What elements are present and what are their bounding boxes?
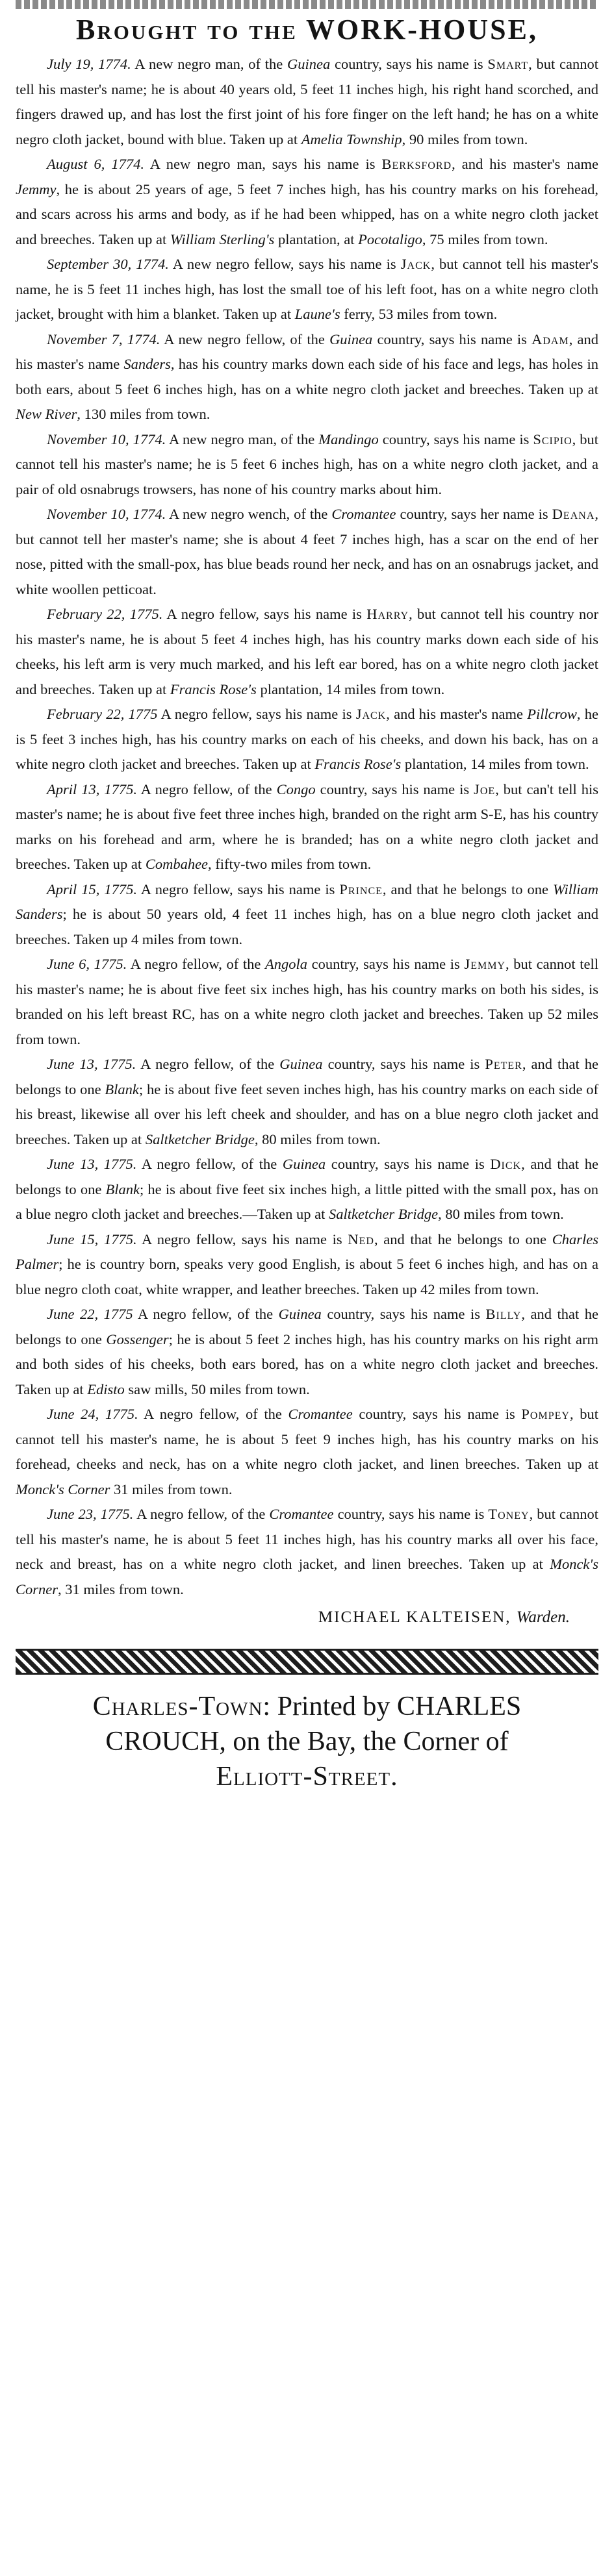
person-name: Harry: [366, 606, 409, 622]
notice-date: November 10, 1774.: [47, 431, 166, 447]
notice-date: July 19, 1774.: [47, 56, 131, 72]
notice-10: April 15, 1775. A negro fellow, says his name is Prince, and that he belongs to one William Sanders; he is about 50 years old, 4 feet 11 inches high, has on a blue negro cloth jacket and breeches. Taken up 4 miles from town.: [16, 881, 598, 947]
notice-4: November 7, 1774. A new negro fellow, of the Guinea country, says his name is Adam, and his master's name Sanders, has his country marks down each side of his face and legs, has holes in both ears, about 5 feet 6 inches high, has on a white negro cloth jacket and breeches. Taken up at New River, 130 miles from town.: [16, 331, 598, 422]
notice-6: November 10, 1774. A new negro wench, of the Cromantee country, says her name is Deana, but cannot tell her master's name; she is about 4 feet 7 inches high, has a scar on the end of her nose, pitted with the small-pox, has blue beads round her neck, and has on an osnabrugs jacket, and white woollen petticoat.: [16, 506, 598, 597]
notice-date: September 30, 1774.: [47, 256, 169, 272]
notice-11: June 6, 1775. A negro fellow, of the Angola country, says his name is Jemmy, but cannot tell his master's name; he is about five feet six inches high, has his country marks on both his sides, is branded on his left breast RC, has on a white negro cloth jacket and breeches. Taken up 52 miles from town.: [16, 956, 598, 1047]
person-name: Jemmy: [464, 956, 505, 972]
notice-8: February 22, 1775 A negro fellow, says his name is Jack, and his master's name Pillcrow, he is 5 feet 3 inches high, has his country marks on each of his cheeks, and down his back, has on a white negro cloth jacket and breeches. Taken up at Francis Rose's plantation, 14 miles from town.: [16, 706, 598, 772]
notice-17: June 23, 1775. A negro fellow, of the Cromantee country, says his name is Toney, but cannot tell his master's name, he is about 5 feet 11 inches high, has his country marks all over his face, neck and breast, has on a white negro cloth jacket, and linen breeches. Taken up at Monck's Corner, 31 miles from town.: [16, 1506, 598, 1597]
warden-signature: [16, 1605, 570, 1631]
notice-14: June 15, 1775. A negro fellow, says his name is Ned, and that he belongs to one Charles Palmer; he is country born, speaks very good English, is about 5 feet 6 inches high, and has on a blue negro cloth coat, white wrapper, and leather breeches. Taken up 42 miles from town.: [16, 1231, 598, 1297]
notice-date: June 23, 1775.: [47, 1506, 134, 1522]
notice-date: April 15, 1775.: [47, 881, 138, 897]
notice-15: June 22, 1775 A negro fellow, of the Guinea country, says his name is Billy, and that he belongs to one Gossenger; he is about 5 feet 2 inches high, has his country marks on his right arm and both sides of his cheeks, both ears bored, has on a white negro cloth jacket and breeches. Taken up at Edisto saw mills, 50 miles from town.: [16, 1306, 598, 1397]
person-name: Jack: [400, 256, 431, 272]
imprint-line-1: Charles-Town: Printed by CHARLES: [92, 1692, 522, 1721]
person-name: Smart: [487, 56, 529, 72]
notice-13: June 13, 1775. A negro fellow, of the Guinea country, says his name is Dick, and that he belongs to one Blank; he is about five feet six inches high, a little pitted with the small pox, has on a blue negro cloth jacket and breeches.—Taken up at Saltketcher Bridge, 80 miles from town.: [16, 1156, 598, 1222]
person-name: Jack: [355, 706, 387, 722]
person-name: Pompey: [521, 1406, 570, 1422]
notice-3: September 30, 1774. A new negro fellow, says his name is Jack, but cannot tell his master's name, he is 5 feet 11 inches high, has lost the small toe of his left foot, has on a white negro cloth jacket, brought with him a blanket. Taken up at Laune's ferry, 53 miles from town.: [16, 256, 598, 322]
notice-date: February 22, 1775.: [47, 606, 163, 622]
person-name: Adam: [531, 331, 569, 347]
person-name: Prince: [339, 881, 383, 897]
notice-date: November 7, 1774.: [47, 331, 160, 347]
notice-date: June 6, 1775.: [47, 956, 127, 972]
person-name: Joe: [474, 781, 496, 797]
page-title: Brought to the WORK-HOUSE,: [76, 14, 538, 45]
notice-2: August 6, 1774. A new negro man, says his name is Berksford, and his master's name Jemmy, he is about 25 years of age, 5 feet 7 inches high, has his country marks on his forehead, and scars across his arms and body, as if he had been whipped, has on a white negro cloth jacket and breeches. Taken up at William Sterling's plantation, at Pocotaligo, 75 miles from town.: [16, 156, 598, 247]
person-name: Billy: [485, 1306, 522, 1322]
notice-7: February 22, 1775. A negro fellow, says his name is Harry, but cannot tell his country nor his master's name, he is about 5 feet 4 inches high, has his country marks down each side of his cheeks, his left arm is very much marked, and his left ear bored, has on a white negro cloth jacket and breeches. Taken up at Francis Rose's plantation, 14 miles from town.: [16, 606, 598, 697]
notice-date: April 13, 1775.: [47, 781, 137, 797]
notice-date: June 13, 1775.: [47, 1056, 136, 1072]
person-name: Toney: [488, 1506, 530, 1522]
imprint-line-3: Elliott-Street.: [216, 1762, 398, 1792]
person-name: Peter: [485, 1056, 522, 1072]
notice-date: June 22, 1775: [47, 1306, 133, 1322]
imprint-line-2: CROUCH, on the Bay, the Corner of: [105, 1727, 509, 1757]
notice-5: November 10, 1774. A new negro man, of the Mandingo country, says his name is Scipio, but cannot tell his master's name; he is 5 feet 6 inches high, has on a white negro cloth jacket, and a pair of old osnabrugs trowsers, has none of his country marks about him.: [16, 431, 598, 497]
person-name: Deana: [552, 506, 595, 522]
person-name: Ned: [348, 1231, 374, 1247]
notice-date: November 10, 1774.: [47, 506, 166, 522]
notice-date: February 22, 1775: [47, 706, 158, 722]
person-name: Scipio: [533, 431, 572, 447]
notice-1: July 19, 1774. A new negro man, of the Guinea country, says his name is Smart, but cannot tell his master's name; he is about 40 years old, 5 feet 11 inches high, his right hand scorched, and fingers drawed up, and has lost the first joint of his fore finger on the left hand; he has on a white negro cloth jacket, bound with blue. Taken up at Amelia Township, 90 miles from town.: [16, 56, 598, 147]
notice-date: June 24, 1775.: [47, 1406, 138, 1422]
warden-title: Warden.: [516, 1608, 570, 1626]
person-name: Berksford: [381, 156, 452, 172]
notice-16: June 24, 1775. A negro fellow, of the Cromantee country, says his name is Pompey, but cannot tell his master's name, he is about 5 feet 9 inches high, has his country marks on his forehead, cheeks and neck, has on a white negro cloth jacket, and linen breeches. Taken up at Monck's Corner 31 miles from town.: [16, 1406, 598, 1497]
ornamental-rule: [16, 1649, 598, 1675]
notice-date: June 13, 1775.: [47, 1156, 137, 1172]
notice-9: April 13, 1775. A negro fellow, of the Congo country, says his name is Joe, but can't tell his master's name; he is about five feet three inches high, branded on the right arm S-E, has his country marks on his forehead and arm, where he is branded; has on a white negro cloth jacket and breeches. Taken up at Combahee, fifty-two miles from town.: [16, 781, 598, 872]
notice-12: June 13, 1775. A negro fellow, of the Guinea country, says his name is Peter, and that he belongs to one Blank; he is about five feet seven inches high, has his country marks on each side of his breast, likewise all over his left cheek and shoulder, and has on a blue negro cloth jacket and breeches. Taken up at Saltketcher Bridge, 80 miles from town.: [16, 1056, 599, 1147]
warden-name: MICHAEL KALTEISEN,: [318, 1608, 511, 1626]
notice-date: August 6, 1774.: [47, 156, 144, 172]
person-name: Dick: [490, 1156, 522, 1172]
top-border-rule: [16, 0, 598, 9]
notice-date: June 15, 1775.: [47, 1231, 137, 1247]
printer-imprint: [16, 1689, 598, 1794]
